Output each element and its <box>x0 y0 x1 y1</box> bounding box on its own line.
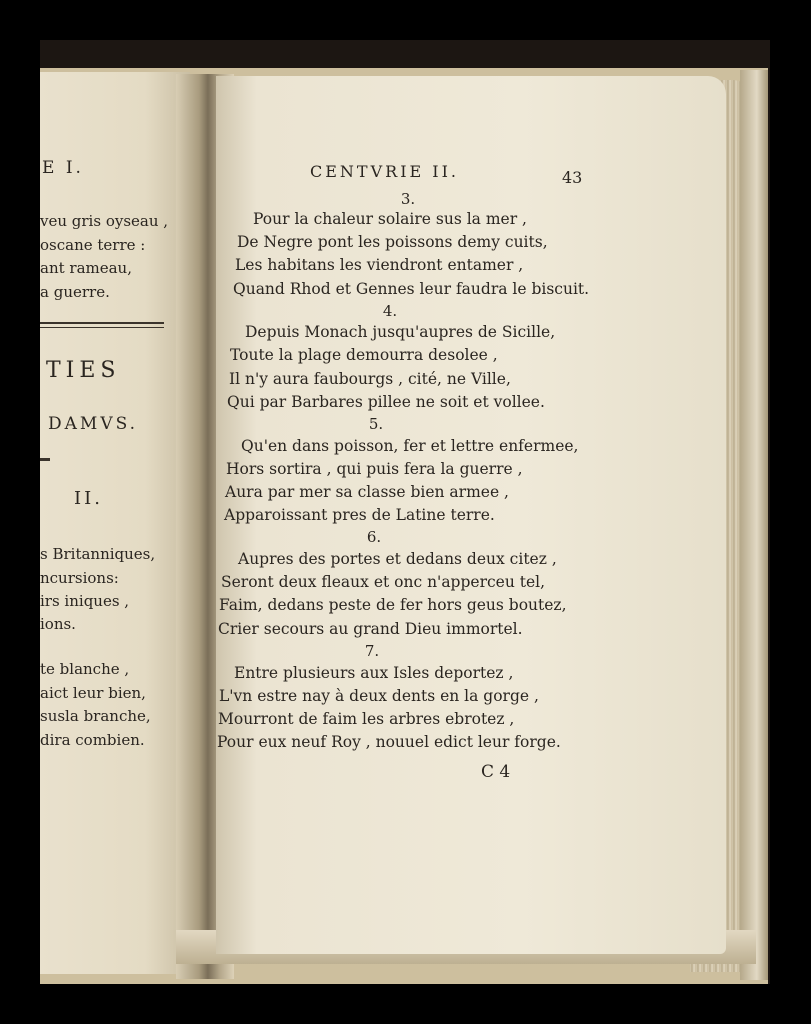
verse-line: Hors sortira , qui puis fera la guerre , <box>226 460 523 478</box>
quatrain-number: 6. <box>366 528 382 546</box>
left-line: oscane terre : <box>40 236 146 254</box>
quatrain-number: 3. <box>400 190 416 208</box>
left-subheading: II. <box>74 488 103 509</box>
left-short-rule <box>40 458 50 461</box>
left-line: ant rameau, <box>40 259 132 277</box>
left-line: te blanche , <box>40 660 130 678</box>
left-line: ncursions: <box>40 569 119 587</box>
verse-line: Il n'y aura faubourgs , cité, ne Ville, <box>229 370 511 388</box>
verse-line: Faim, dedans peste de fer hors geus boutez, <box>219 596 567 614</box>
left-page <box>40 72 190 974</box>
verse-line: Qui par Barbares pillee ne soit et vollee. <box>227 393 545 411</box>
verse-line: Pour la chaleur solaire sus la mer , <box>253 210 527 228</box>
verse-line: Qu'en dans poisson, fer et lettre enfermee, <box>241 437 579 455</box>
verse-line: Aupres des portes et dedans deux citez , <box>238 550 557 568</box>
left-line: veu gris oyseau , <box>40 212 169 230</box>
left-line: irs iniques , <box>40 592 130 610</box>
left-line: s Britanniques, <box>40 545 156 563</box>
verse-line: Les habitans les viendront entamer , <box>235 256 524 274</box>
page-header: CENTVRIE II. <box>310 162 460 181</box>
verse-line: L'vn estre nay à deux dents en la gorge , <box>219 687 539 705</box>
book-photo <box>40 40 770 984</box>
left-page-header: E I. <box>42 158 84 178</box>
verse-line: Apparoissant pres de Latine terre. <box>224 506 495 524</box>
left-line: a guerre. <box>40 283 110 301</box>
back-board <box>740 70 768 980</box>
signature-mark: C 4 <box>481 762 511 782</box>
verse-line: Pour eux neuf Roy , nouuel edict leur forge. <box>217 733 561 751</box>
verse-line: Aura par mer sa classe bien armee , <box>225 483 509 501</box>
left-line: dira combien. <box>40 731 145 749</box>
left-line: aict leur bien, <box>40 684 146 702</box>
left-rule <box>40 322 164 324</box>
verse-line: Entre plusieurs aux Isles deportez , <box>234 664 514 682</box>
quatrain-number: 5. <box>368 415 384 433</box>
left-line: ions. <box>40 615 76 633</box>
left-title-line: DAMVS. <box>48 414 139 434</box>
verse-line: De Negre pont les poissons demy cuits, <box>237 233 548 251</box>
quatrain-number: 4. <box>382 302 398 320</box>
verse-line: Seront deux fleaux et onc n'apperceu tel, <box>221 573 546 591</box>
left-rule-thin <box>40 327 164 328</box>
left-title-line: TIES <box>46 358 121 383</box>
left-line: susla branche, <box>40 707 151 725</box>
verse-line: Mourront de faim les arbres ebrotez , <box>218 710 515 728</box>
verse-line: Toute la plage demourra desolee , <box>230 346 498 364</box>
verse-line: Depuis Monach jusqu'aupres de Sicille, <box>245 323 556 341</box>
verse-line: Crier secours au grand Dieu immortel. <box>218 620 523 638</box>
page-number: 43 <box>562 168 583 187</box>
quatrain-number: 7. <box>364 642 380 660</box>
verse-line: Quand Rhod et Gennes leur faudra le biscuit. <box>233 280 590 298</box>
